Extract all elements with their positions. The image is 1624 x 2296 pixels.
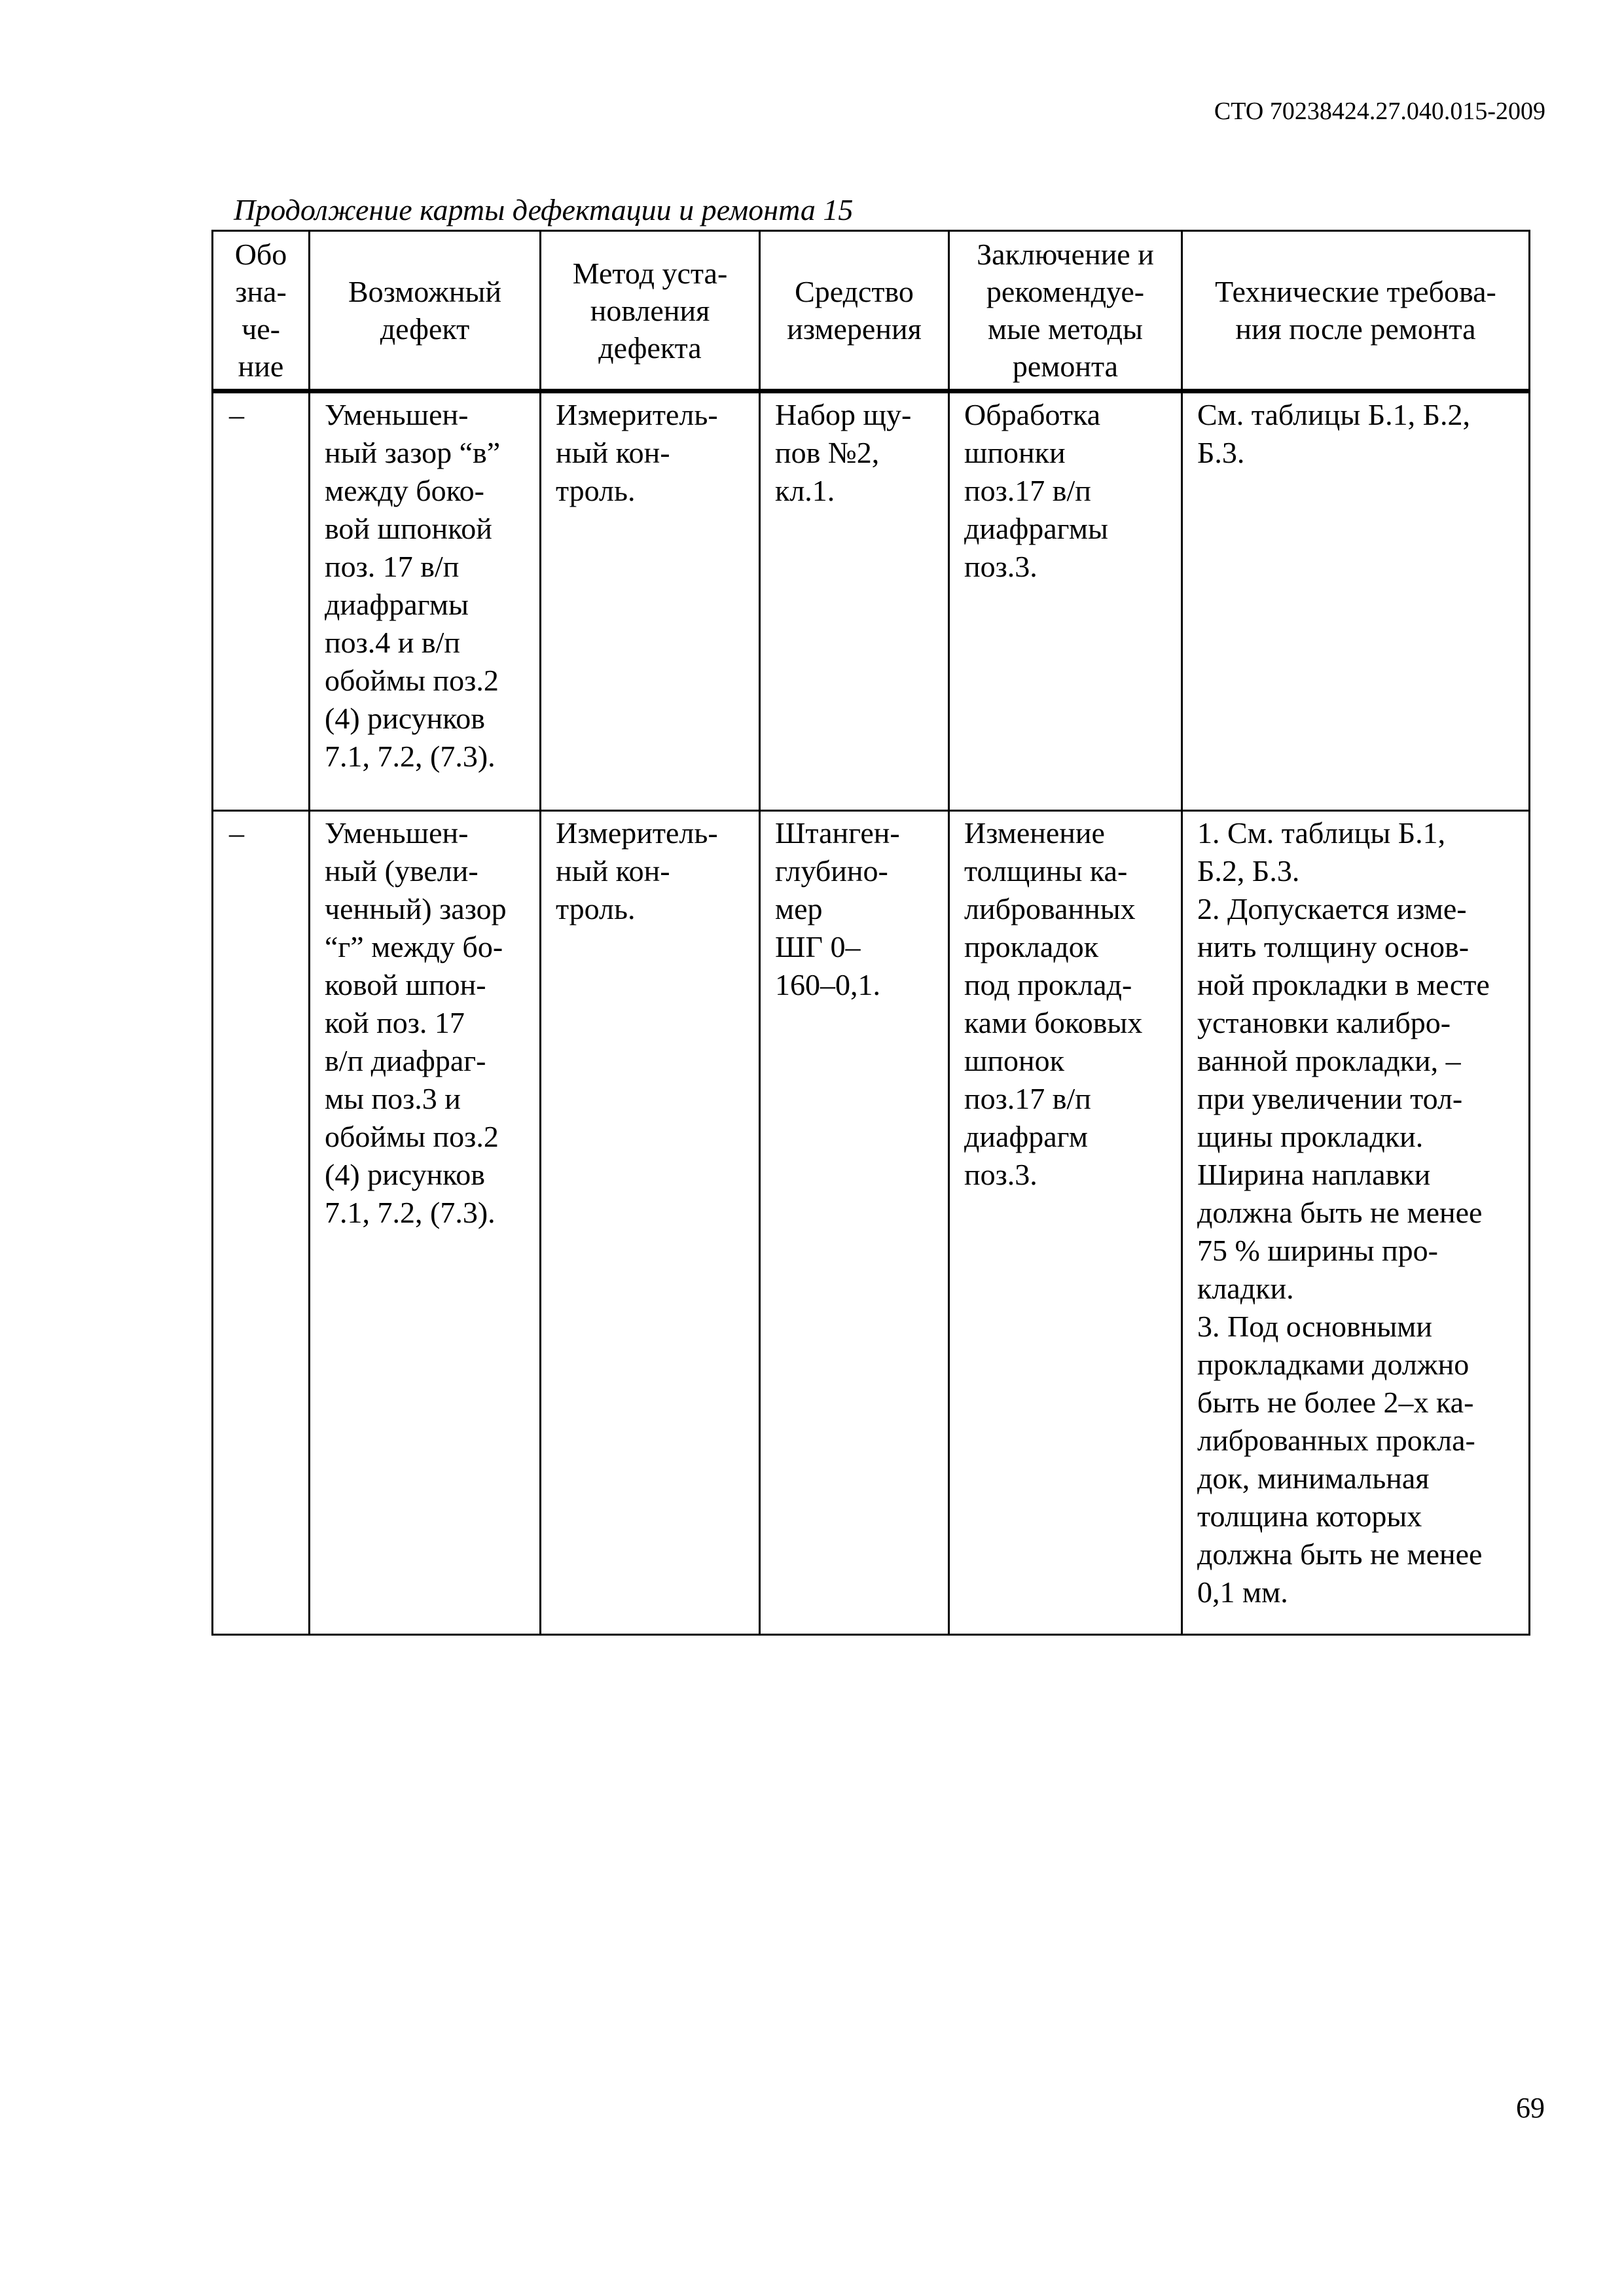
column-header-designation: Обо зна- че- ние — [213, 231, 310, 391]
cell-requirements: 1. См. таблицы Б.1, Б.2, Б.3. 2. Допускается изме- нить толщину основ- ной прокладки в месте установки калибро- ванной прокладки, – при увеличении тол- щины прокладки. Ширина наплавки должна быть не менее 75 % ширины про- кладки. 3. Под основными прокладками должно быть не более 2–х ка- либрованных прокла- док, минимальная толщина которых должна быть не менее 0,1 мм. — [1182, 811, 1530, 1635]
column-header-requirements: Технические требова- ния после ремонта — [1182, 231, 1530, 391]
document-code: СТО 70238424.27.040.015-2009 — [1214, 98, 1545, 125]
cell-instrument: Штанген- глубино- мер ШГ 0– 160–0,1. — [760, 811, 949, 1635]
cell-defect: Уменьшен- ный зазор “в” между боко- вой шпонкой поз. 17 в/п диафрагмы поз.4 и в/п обоймы поз.2 (4) рисунков 7.1, 7.2, (7.3). — [310, 391, 541, 811]
header-row — [213, 231, 1530, 391]
page-number: 69 — [1516, 2092, 1545, 2124]
column-header-instrument: Средство измерения — [760, 231, 949, 391]
cell-instrument: Набор щу- пов №2, кл.1. — [760, 391, 949, 811]
defect-repair-table — [211, 230, 1530, 1636]
cell-requirements: См. таблицы Б.1, Б.2, Б.3. — [1182, 391, 1530, 811]
column-header-defect: Возможный дефект — [310, 231, 541, 391]
cell-method: Измеритель- ный кон- троль. — [541, 391, 760, 811]
column-header-repair: Заключение и рекомендуе- мые методы ремонта — [949, 231, 1182, 391]
cell-repair: Обработка шпонки поз.17 в/п диафрагмы поз.3. — [949, 391, 1182, 811]
table-header — [213, 231, 1530, 391]
table-caption: Продолжение карты дефектации и ремонта 15 — [234, 193, 854, 226]
cell-defect: Уменьшен- ный (увели- ченный) зазор “г” между бо- ковой шпон- кой поз. 17 в/п диафраг- мы поз.3 и обоймы поз.2 (4) рисунков 7.1, 7.2, (7.3). — [310, 811, 541, 1635]
table-row — [213, 811, 1530, 1635]
table-row — [213, 391, 1530, 811]
column-header-method: Метод уста- новления дефекта — [541, 231, 760, 391]
cell-designation: – — [213, 811, 310, 1635]
cell-repair: Изменение толщины ка- либрованных прокладок под проклад- ками боковых шпонок поз.17 в/п диафрагм поз.3. — [949, 811, 1182, 1635]
cell-designation: – — [213, 391, 310, 811]
cell-method: Измеритель- ный кон- троль. — [541, 811, 760, 1635]
